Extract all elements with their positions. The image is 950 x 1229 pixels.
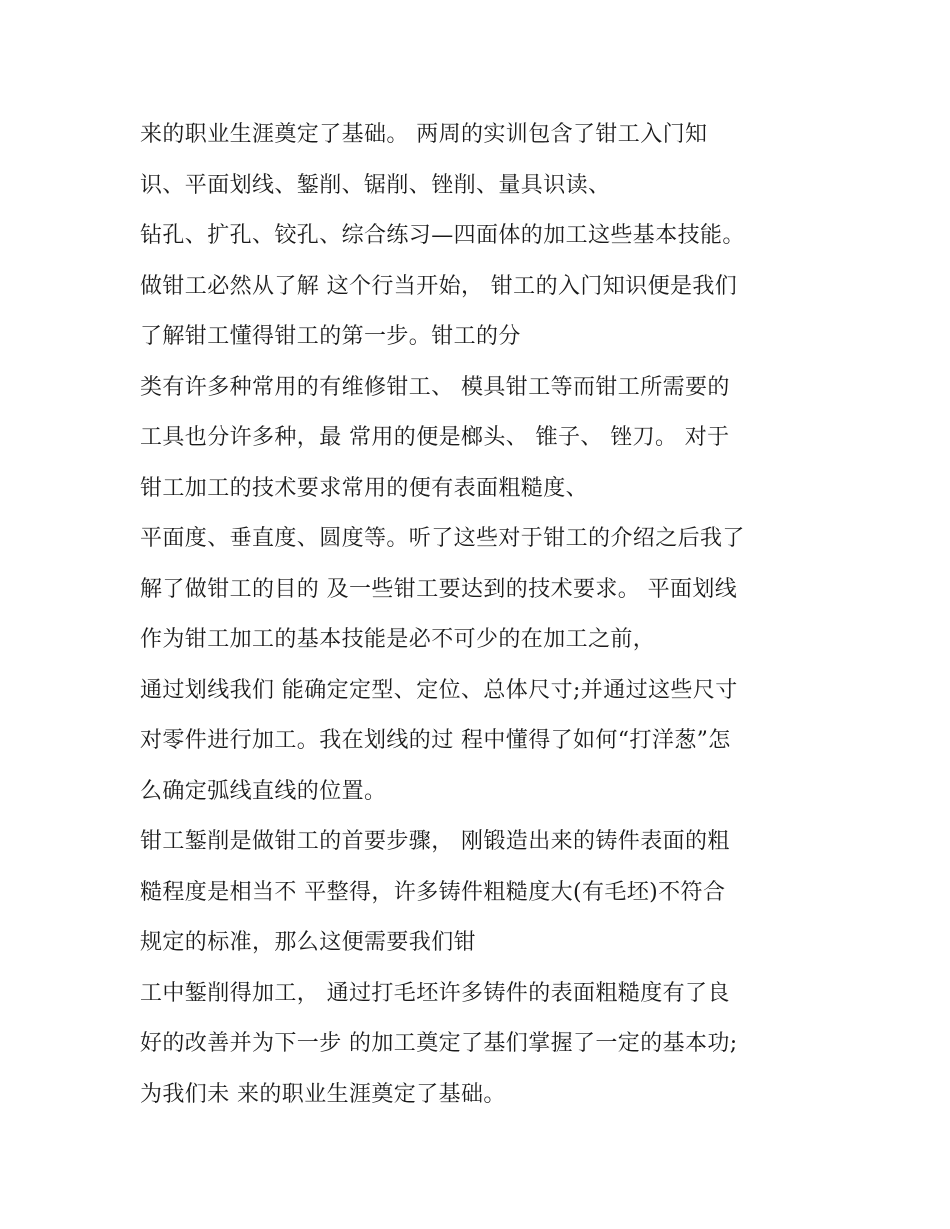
text-line: 么确定弧线直线的位置。 [140,778,387,804]
text-line: 通过划线我们 能确定定型、定位、总体尺寸;并通过这些尺寸 [140,677,738,703]
text-line: 平面度、垂直度、圆度等。听了这些对于钳工的介绍之后我了 [140,526,745,551]
text-line: 对零件进行加工。我在划线的过 程中懂得了如何“打洋葱”怎 [140,728,731,753]
text-line: 来的职业生涯奠定了基础。 两周的实训包含了钳工入门知 [140,122,708,147]
text-line: 类有许多种常用的有维修钳工、 模具钳工等而钳工所需要的 [140,374,730,400]
text-line: 钳工錾削是做钳工的首要步骤， 刚锻造出来的铸件表面的粗 [140,829,730,854]
text-line: 作为钳工加工的基本技能是必不可少的在加工之前， [140,627,656,652]
text-line: 钳工加工的技术要求常用的便有表面粗糙度、 [140,475,589,501]
text-line: 做钳工必然从了解 这个行当开始， 钳工的入门知识便是我们 [140,273,738,299]
text-line: 工具也分许多种，最 常用的便是榔头、 锥子、 锉刀。 对于 [140,425,730,450]
text-line: 规定的标准，那么这便需要我们钳 [140,930,477,955]
text-line: 好的改善并为下一步 的加工奠定了基们掌握了一定的基本功; [140,1031,738,1056]
text-line: 工中錾削得加工， 通过打毛坯许多铸件的表面粗糙度有了良 [140,980,730,1006]
text-line: 糙程度是相当不 平整得，许多铸件粗糙度大(有毛坯)不符合 [140,879,726,905]
text-line: 了解钳工懂得钳工的第一步。钳工的分 [140,324,521,349]
text-line: 解了做钳工的目的 及一些钳工要达到的技术要求。 平面划线 [140,576,738,602]
text-line: 识、平面划线、錾削、锯削、锉削、量具识读、 [140,172,611,198]
text-line: 为我们未 来的职业生涯奠定了基础。 [140,1081,506,1107]
body-text [140,110,840,1120]
text-line: 钻孔、扩孔、铰孔、综合练习—四面体的加工这些基本技能。 [140,223,745,248]
